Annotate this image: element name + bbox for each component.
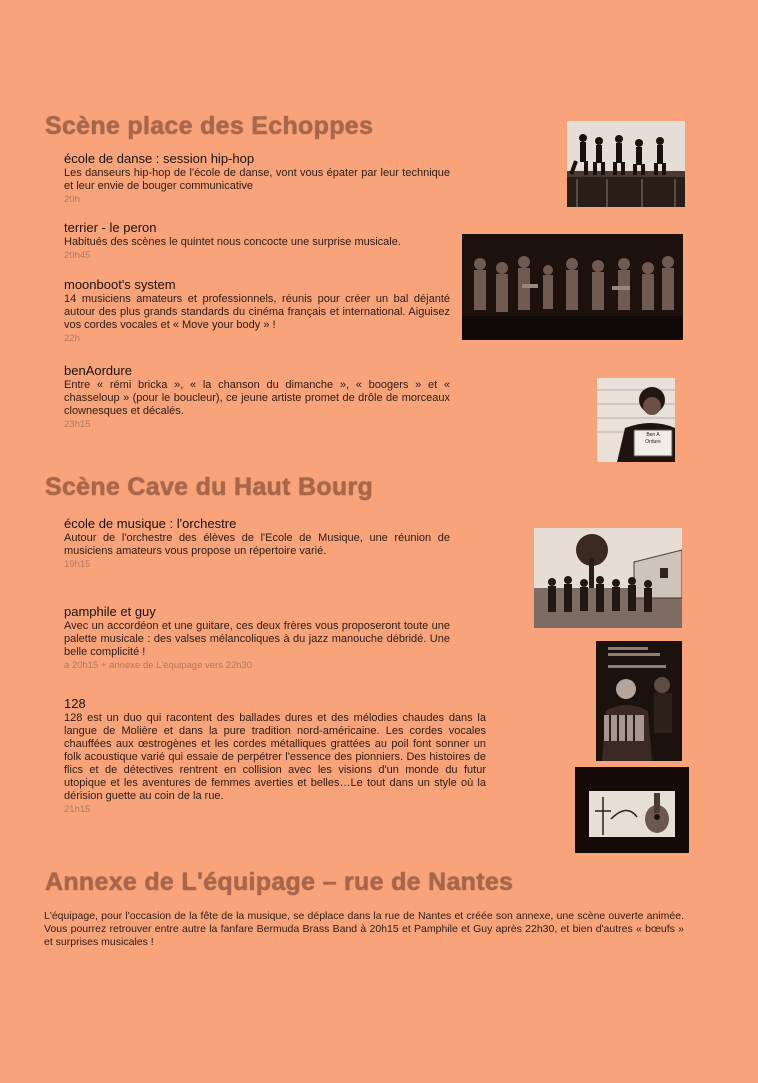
entry-description: Entre « rémi bricka », « la chanson du dimanche », « boogers » et « chasseloup » (pour le boucleur), ce jeune artiste promet de drôle de morceaux clownesques et décalés. <box>64 379 450 417</box>
photo-pamphile-guy <box>596 641 682 761</box>
entry-128 <box>64 696 486 816</box>
entry-title: moonboot's system <box>64 277 176 292</box>
entry-title: benAordure <box>64 363 132 378</box>
entry-description: Les danseurs hip-hop de l'école de danse, vont vous épater par leur technique et leur envie de bouger communicative <box>64 167 450 192</box>
entry-time: 23h15 <box>64 419 91 430</box>
entry-description: Avec un accordéon et une guitare, ces deux frères vous proposeront toute une palette musicale : des valses mélancoliques à du jazz manouche débridé. Une belle complicité ! <box>64 620 450 658</box>
entry-moonboot <box>64 277 450 345</box>
entry-time: 19h15 <box>64 559 91 570</box>
section-title-haut-bourg: Scène Cave du Haut Bourg <box>45 473 374 501</box>
photo-sign-text: Ben A Ordure <box>645 432 661 445</box>
entry-title: pamphile et guy <box>64 604 156 619</box>
entry-time: 20h <box>64 194 80 205</box>
entry-title: école de musique : l'orchestre <box>64 516 237 531</box>
photo-dancers <box>567 121 685 207</box>
entry-orchestre <box>64 516 450 571</box>
section-title-annexe: Annexe de L'équipage – rue de Nantes <box>45 868 514 896</box>
entry-hip-hop <box>64 151 450 206</box>
entry-description: 128 est un duo qui racontent des ballades dures et des mélodies chaudes dans la langue de Molière et dans la pure tradition nord-américaine. Les cordes vocales chauffées aux œstrogènes et les cordes métalliques grattées au poil font sonner un folk acoustique varié qui essaie de perpétrer l'essence des pionniers. Des histoires de flics et de détectives rentrent en collision avec les visions d'un monde du futur utopique et les aventures de femmes averties et belles…Le tout dans un style où la dérision guette au coin de la rue. <box>64 712 486 802</box>
entry-benaordure <box>64 363 450 431</box>
entry-time: 22h <box>64 333 80 344</box>
annexe-description: L'équipage, pour l'occasion de la fête de la musique, se déplace dans la rue de Nantes et créée son annexe, une scène ouverte animée. Vous pourrez retrouver entre autre la fanfare Bermuda Brass Band à 20h15 et Pamphile et Guy après 22h30, et bien d'autres « bœufs » et surprises musicales ! <box>44 910 684 948</box>
entry-pamphile-guy <box>64 604 450 672</box>
entry-title: terrier - le peron <box>64 220 157 235</box>
entry-description: 14 musiciens amateurs et professionnels, réunis pour créer un bal déjanté autour des plus grands standards du cinéma français et international. Aiguisez vos cordes vocales et « Move your body » ! <box>64 293 450 331</box>
entry-time: à 20h15 + annexe de L'équipage vers 22h30 <box>64 660 253 671</box>
section-title-echoppes: Scène place des Echoppes <box>45 112 374 140</box>
photo-moonboot-band <box>462 234 683 340</box>
entry-description: Autour de l'orchestre des élèves de l'Ecole de Musique, une réunion de musiciens amateurs vous propose un répertoire varié. <box>64 532 450 557</box>
entry-description: Habitués des scènes le quintet nous concocte une surprise musicale. <box>64 236 401 248</box>
entry-time: 20h45 <box>64 250 91 261</box>
entry-title: 128 <box>64 696 86 711</box>
photo-benaordure <box>597 378 675 462</box>
entry-time: 21h15 <box>64 804 91 815</box>
photo-128 <box>575 767 689 853</box>
photo-orchestre <box>534 528 682 628</box>
entry-terrier <box>64 220 450 262</box>
entry-title: école de danse : session hip-hop <box>64 151 255 166</box>
